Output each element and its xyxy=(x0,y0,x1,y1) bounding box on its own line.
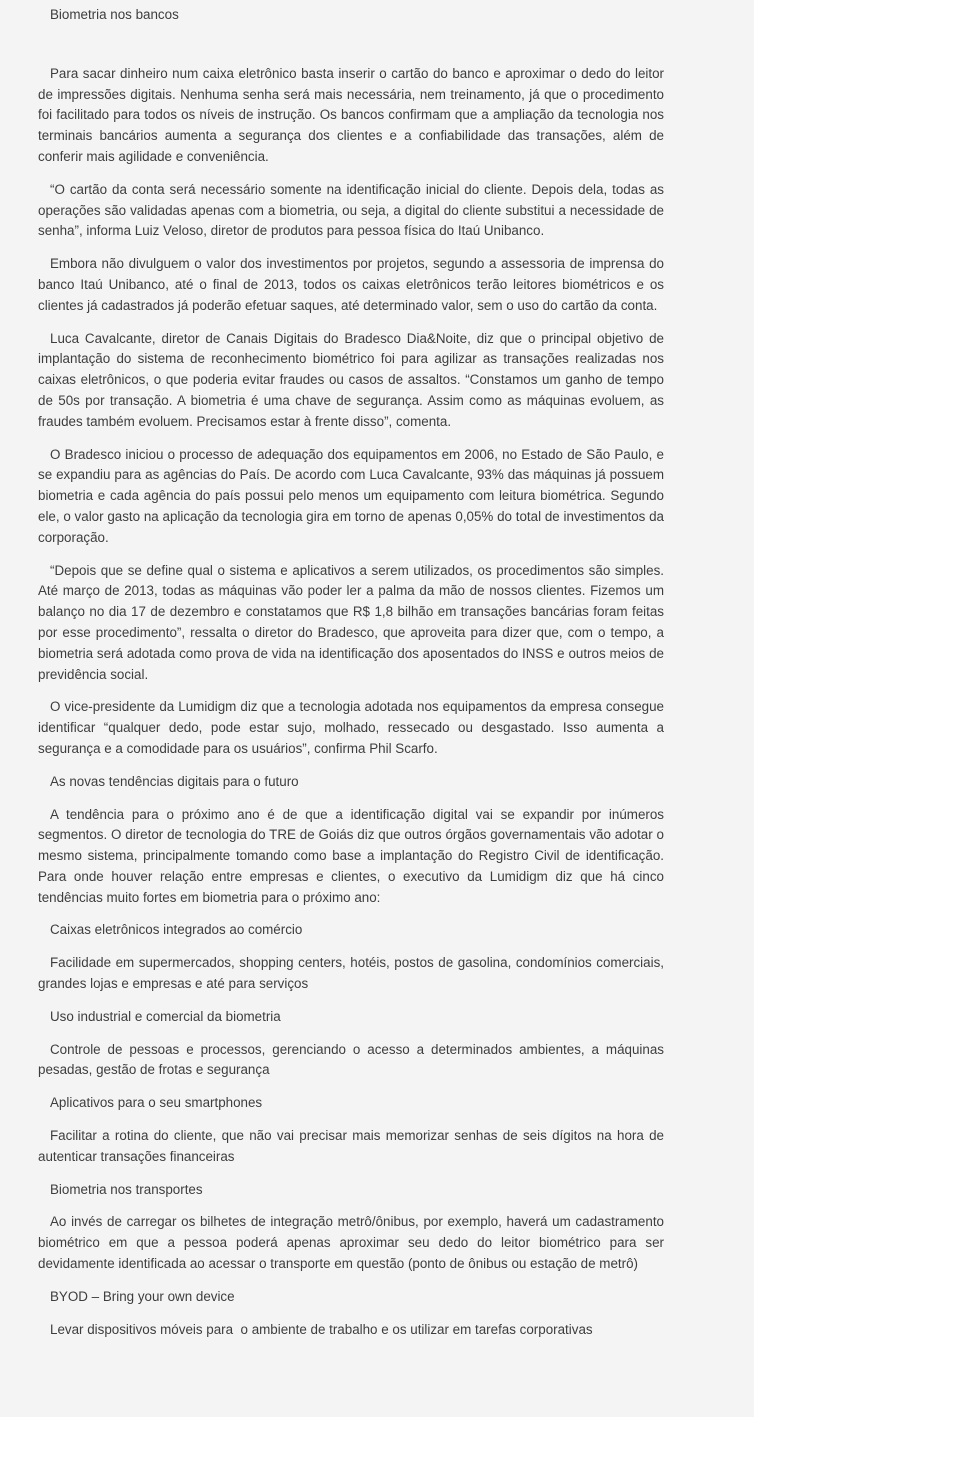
paragraph: Facilidade em supermercados, shopping centers, hotéis, postos de gasolina, condomínios comerciais, grandes lojas e empresas e até para serviços xyxy=(38,955,668,992)
list-item: Aplicativos para o seu smartphones xyxy=(50,1095,263,1111)
paragraph: O vice-presidente da Lumidigm diz que a tecnologia adotada nos equipamentos da empresa consegue identificar “qualquer dedo, pode estar sujo, molhado, ressecado ou desgastado. Isso aumenta a segurança e a comodidade para os usuários”, confirma Phil Scarfo. xyxy=(38,699,668,756)
paragraph: Para sacar dinheiro num caixa eletrônico basta inserir o cartão do banco e aproximar o dedo do leitor de impressões digitais. Nenhuma senha será mais necessária, nem treinamento, já que o procedimento foi facilitado para todos os níveis de instrução. Os bancos confirmam que a ampliação da tecnologia nos terminais bancários aumenta a segurança dos clientes e a confiabilidade das transações, além de conferir mais agilidade e conveniência. xyxy=(38,65,668,164)
paragraph: Luca Cavalcante, diretor de Canais Digitais do Bradesco Dia&Noite, diz que o principal objetivo de implantação do sistema de reconhecimento biométrico foi para agilizar as transações realizadas nos caixas eletrônicos, o que poderia evitar fraudes ou casos de assaltos. “Constamos um ganho de tempo de 50s por transação. A biometria é uma chave de segurança. Assim como as máquinas evoluem, as fraudes também evoluem. Precisamos estar à frente disso”, comenta. xyxy=(38,330,668,429)
paragraph: Controle de pessoas e processos, gerenciando o acesso a determinados ambientes, a máquinas pesadas, gestão de frotas e segurança xyxy=(38,1041,668,1078)
paragraph: A tendência para o próximo ano é de que a identificação digital vai se expandir por inúmeros segmentos. O diretor de tecnologia do TRE de Goiás diz que outros órgãos governamentais vão adotar o mesmo sistema, principalmente tomando como base a implantação do Registro Civil de identificação. Para onde houver relação entre empresas e clientes, o executivo da Lumidigm diz que há cinco tendências muito fortes em biometria para o próximo ano: xyxy=(38,806,668,905)
section-heading: As novas tendências digitais para o futuro xyxy=(50,773,299,789)
paragraph: O Bradesco iniciou o processo de adequação dos equipamentos em 2006, no Estado de São Paulo, e se expandiu para as agências do País. De acordo com Luca Cavalcante, 93% das máquinas já possuem biometria e cada agência do país possui pelo menos um equipamento com leitura biométrica. Segundo ele, o valor gasto na aplicação da tecnologia gira em torno de apenas 0,05% do total de investimentos da corporação. xyxy=(38,446,668,545)
list-item: Biometria nos transportes xyxy=(50,1181,203,1197)
list-item: BYOD – Bring your own device xyxy=(50,1288,235,1304)
paragraph: Embora não divulguem o valor dos investimentos por projetos, segundo a assessoria de imprensa do banco Itaú Unibanco, até o final de 2013, todos os caixas eletrônicos terão leitores biométricos e os clientes já cadastrados já poderão efetuar saques, até determinado valor, sem o uso do cartão da conta. xyxy=(38,256,668,313)
paragraph: “O cartão da conta será necessário somente na identificação inicial do cliente. Depois dela, todas as operações são validadas apenas com a biometria, ou seja, a digital do cliente substitui a necessidade de senha”, informa Luiz Veloso, diretor de produtos para pessoa física do Itaú Unibanco. xyxy=(38,181,668,239)
document-title: Biometria nos bancos xyxy=(50,7,179,22)
paragraph: “Depois que se define qual o sistema e aplicativos a serem utilizados, os procedimentos são simples. Até março de 2013, todas as máquinas vão poder ler a palma da mão de nossos clientes. Fizemos um balanço no dia 17 de dezembro e constatamos que R$ 1,8 bilhão em transações bancárias foram feitas por esse procedimento”, ressalta o diretor do Bradesco, que aproveita para dizer que, com o tempo, a biometria será adotada como prova de vida na identificação dos aposentados do INSS e outros meios de previdência social. xyxy=(38,562,668,682)
paragraph: Ao invés de carregar os bilhetes de integração metrô/ônibus, por exemplo, haverá um cadastramento biométrico em que a pessoa poderá apenas aproximar seu dedo do leitor biométrico para ser devidamente identificada ao acessar o transporte em questão (ponto de ônibus ou estação de metrô) xyxy=(38,1214,668,1272)
paragraph: Levar dispositivos móveis para o ambiente de trabalho e os utilizar em tarefas corporativas xyxy=(50,1321,593,1337)
list-item: Caixas eletrônicos integrados ao comércio xyxy=(50,922,303,938)
paragraph: Facilitar a rotina do cliente, que não vai precisar mais memorizar senhas de seis dígitos na hora de autenticar transações financeiras xyxy=(38,1128,668,1164)
list-item: Uso industrial e comercial da biometria xyxy=(50,1008,281,1024)
